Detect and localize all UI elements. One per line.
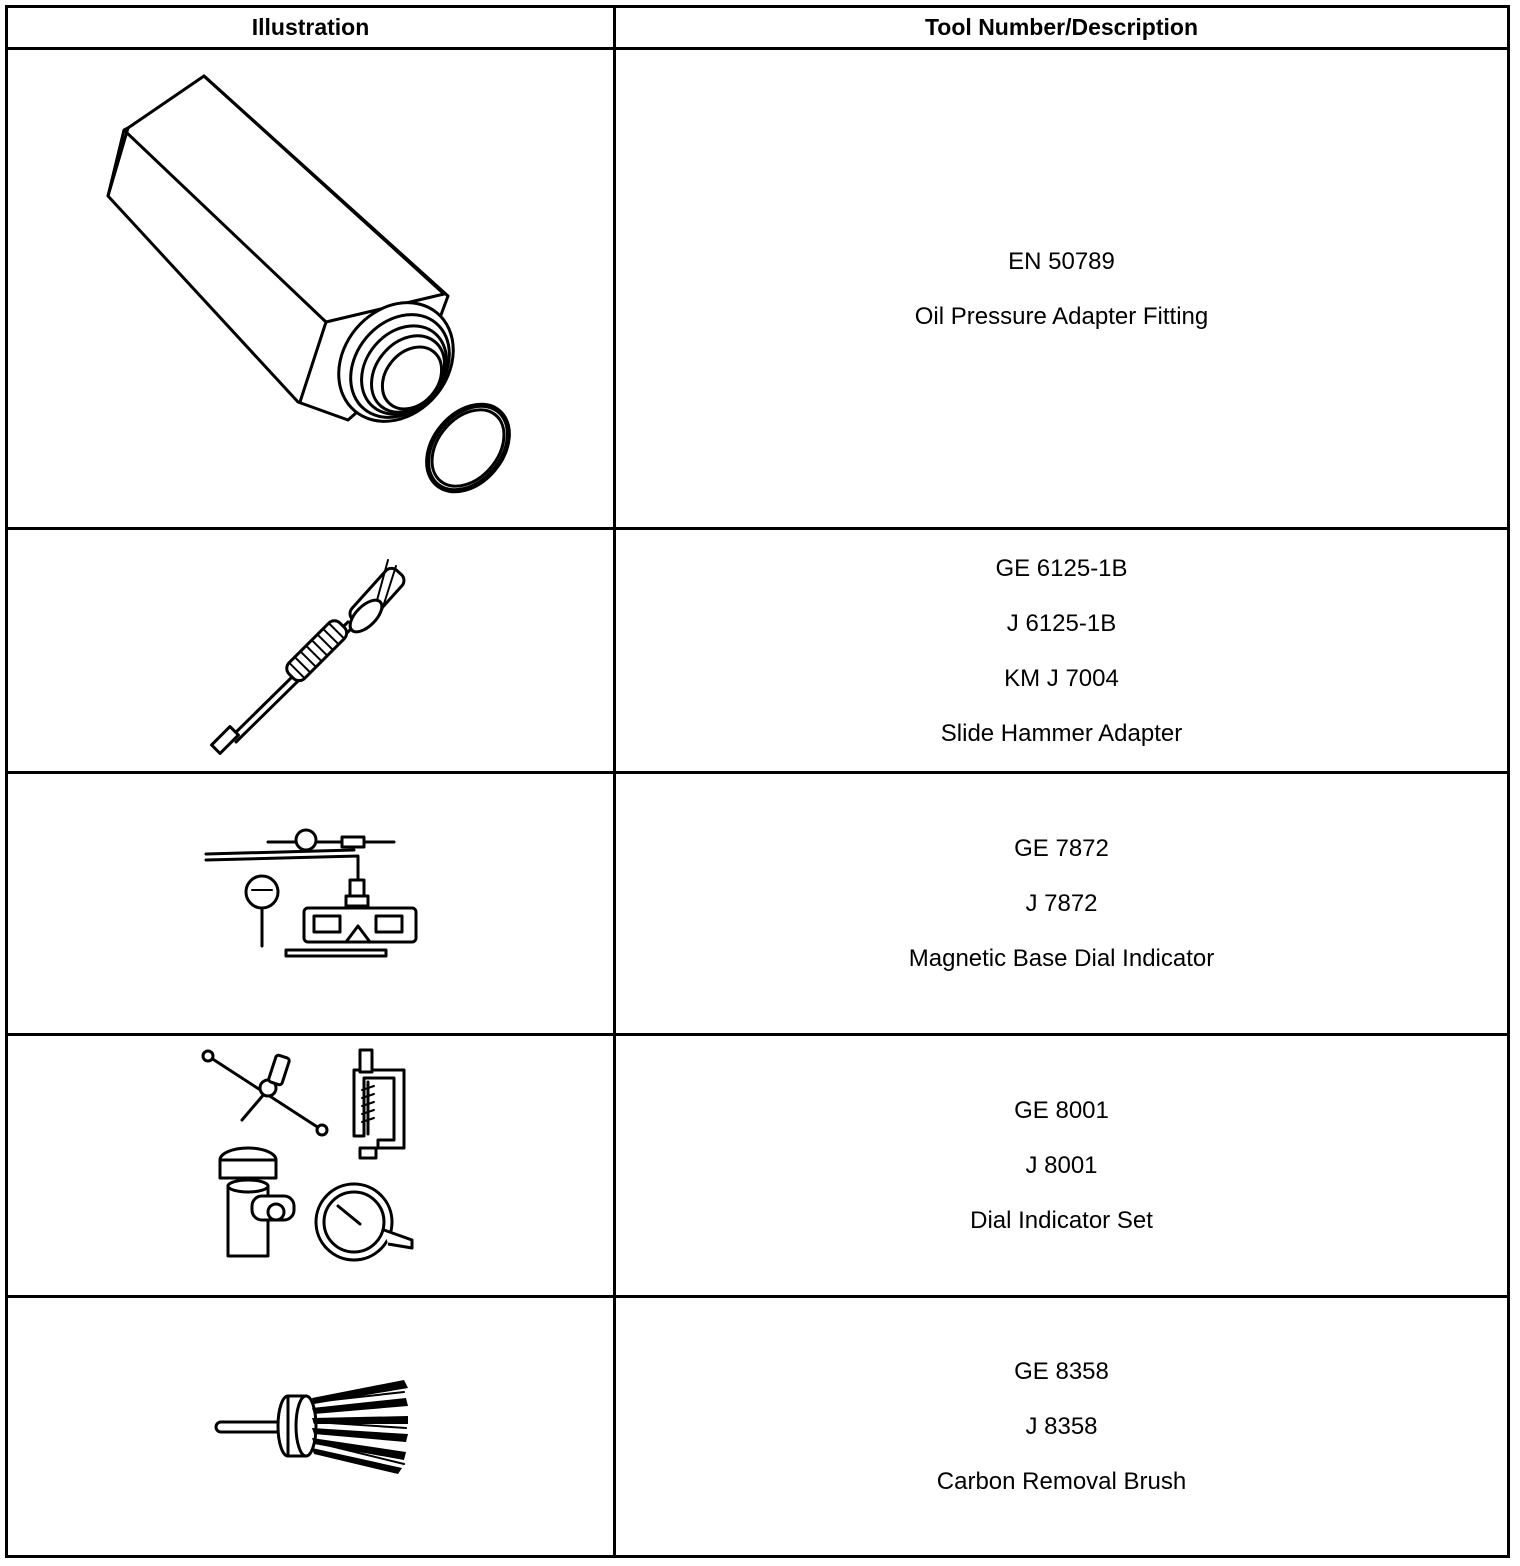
oil-pressure-adapter-fitting-icon bbox=[8, 50, 612, 526]
table-row bbox=[7, 1297, 1509, 1557]
special-tools-table bbox=[5, 5, 1510, 1558]
tool-description: Magnetic Base Dial Indicator bbox=[908, 945, 1215, 972]
illustration-cell bbox=[7, 773, 615, 1035]
tool-number: GE 8358 bbox=[1014, 1358, 1109, 1385]
tool-number: J 7872 bbox=[1025, 890, 1098, 917]
tool-description-cell bbox=[615, 49, 1509, 529]
tool-number: J 6125-1B bbox=[1006, 609, 1117, 637]
tool-description: Oil Pressure Adapter Fitting bbox=[914, 302, 1209, 330]
tool-number: KM J 7004 bbox=[1004, 664, 1119, 692]
illustration-cell bbox=[7, 1297, 615, 1557]
slide-hammer-adapter-icon bbox=[8, 530, 612, 770]
illustration-cell bbox=[7, 529, 615, 773]
tool-description: Carbon Removal Brush bbox=[936, 1468, 1187, 1495]
tool-number: GE 6125-1B bbox=[995, 554, 1128, 582]
tool-description-cell bbox=[615, 1297, 1509, 1557]
dial-indicator-set-icon bbox=[8, 1036, 612, 1294]
table-row bbox=[7, 773, 1509, 1035]
tool-description-header: Tool Number/Description bbox=[615, 7, 1509, 49]
tool-description: Dial Indicator Set bbox=[970, 1207, 1153, 1234]
tool-description-cell bbox=[615, 529, 1509, 773]
tool-number: EN 50789 bbox=[1008, 247, 1115, 275]
tool-number: GE 8001 bbox=[1014, 1097, 1109, 1124]
table-row bbox=[7, 529, 1509, 773]
magnetic-base-dial-indicator-icon bbox=[8, 774, 612, 1032]
tool-description: Slide Hammer Adapter bbox=[940, 719, 1183, 747]
header-row bbox=[7, 7, 1509, 49]
tool-number: J 8001 bbox=[1025, 1152, 1098, 1179]
tool-number: GE 7872 bbox=[1014, 835, 1109, 862]
illustration-cell bbox=[7, 49, 615, 529]
tool-description-cell bbox=[615, 1035, 1509, 1297]
carbon-removal-brush-icon bbox=[8, 1298, 612, 1554]
illustration-header: Illustration bbox=[7, 7, 615, 49]
tool-description-cell bbox=[615, 773, 1509, 1035]
tool-number: J 8358 bbox=[1025, 1413, 1098, 1440]
table-row bbox=[7, 49, 1509, 529]
table-row bbox=[7, 1035, 1509, 1297]
illustration-cell bbox=[7, 1035, 615, 1297]
